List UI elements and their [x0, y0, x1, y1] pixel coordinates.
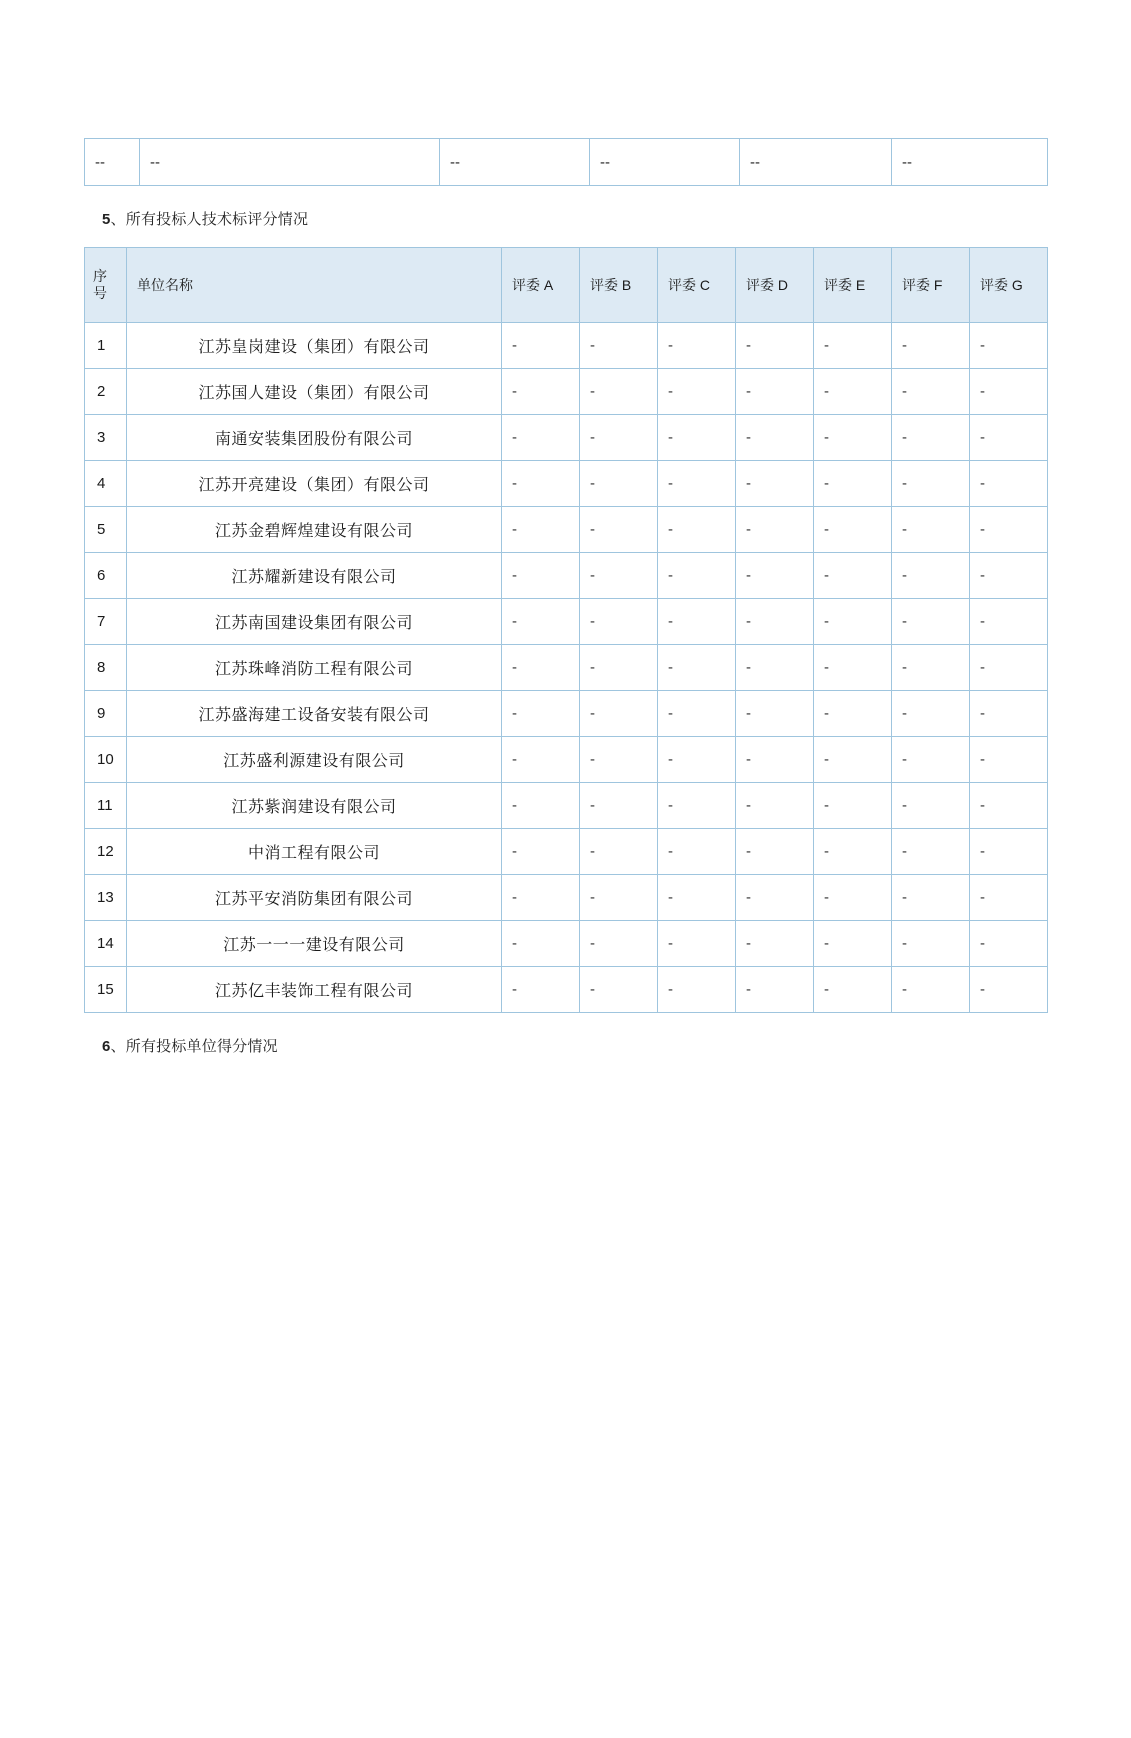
row-index: 13	[85, 875, 127, 921]
score-judge-b: -	[580, 921, 658, 967]
section-number-6: 6	[102, 1038, 111, 1055]
score-judge-a: -	[502, 461, 580, 507]
row-index: 14	[85, 921, 127, 967]
row-index: 11	[85, 783, 127, 829]
score-judge-f: -	[892, 829, 970, 875]
company-name: 江苏耀新建设有限公司	[127, 553, 502, 599]
score-judge-e: -	[814, 967, 892, 1013]
company-name: 江苏珠峰消防工程有限公司	[127, 645, 502, 691]
score-judge-f: -	[892, 737, 970, 783]
score-judge-d: -	[736, 553, 814, 599]
table-row	[85, 737, 1048, 783]
score-judge-g: -	[970, 691, 1048, 737]
score-judge-g: -	[970, 553, 1048, 599]
table-row	[85, 323, 1048, 369]
score-judge-b: -	[580, 369, 658, 415]
section-title-5: 、所有投标人技术标评分情况	[110, 211, 309, 228]
score-judge-a: -	[502, 921, 580, 967]
score-judge-f: -	[892, 507, 970, 553]
company-name: 江苏国人建设（集团）有限公司	[127, 369, 502, 415]
score-judge-a: -	[502, 829, 580, 875]
table-row	[85, 875, 1048, 921]
row-index: 12	[85, 829, 127, 875]
score-judge-g: -	[970, 829, 1048, 875]
score-judge-e: -	[814, 691, 892, 737]
score-judge-a: -	[502, 553, 580, 599]
table-row	[85, 507, 1048, 553]
column-header-judge-b: 评委 B	[580, 248, 658, 323]
score-judge-e: -	[814, 599, 892, 645]
table-row	[85, 645, 1048, 691]
score-judge-f: -	[892, 921, 970, 967]
score-judge-e: -	[814, 737, 892, 783]
score-judge-a: -	[502, 369, 580, 415]
score-judge-c: -	[658, 323, 736, 369]
company-name: 江苏盛利源建设有限公司	[127, 737, 502, 783]
table-row	[85, 139, 1048, 186]
score-judge-f: -	[892, 461, 970, 507]
score-judge-c: -	[658, 645, 736, 691]
column-header-judge-d: 评委 D	[736, 248, 814, 323]
score-judge-c: -	[658, 737, 736, 783]
fragment-cell-3: --	[440, 139, 590, 186]
score-judge-a: -	[502, 645, 580, 691]
score-judge-e: -	[814, 369, 892, 415]
column-header-judge-f: 评委 F	[892, 248, 970, 323]
table-row	[85, 415, 1048, 461]
document-page	[0, 138, 1131, 1738]
continued-table	[84, 138, 1048, 186]
score-judge-d: -	[736, 829, 814, 875]
company-name: 中消工程有限公司	[127, 829, 502, 875]
company-name: 江苏金碧辉煌建设有限公司	[127, 507, 502, 553]
score-judge-e: -	[814, 507, 892, 553]
company-name: 江苏紫润建设有限公司	[127, 783, 502, 829]
row-index: 6	[85, 553, 127, 599]
score-judge-e: -	[814, 323, 892, 369]
score-judge-g: -	[970, 737, 1048, 783]
score-judge-f: -	[892, 783, 970, 829]
score-judge-b: -	[580, 783, 658, 829]
score-judge-a: -	[502, 875, 580, 921]
table-row	[85, 369, 1048, 415]
score-judge-e: -	[814, 921, 892, 967]
score-judge-e: -	[814, 415, 892, 461]
score-judge-b: -	[580, 507, 658, 553]
column-header-index	[85, 248, 127, 323]
score-judge-g: -	[970, 599, 1048, 645]
score-judge-b: -	[580, 645, 658, 691]
score-judge-e: -	[814, 829, 892, 875]
score-judge-b: -	[580, 967, 658, 1013]
score-judge-f: -	[892, 875, 970, 921]
score-judge-c: -	[658, 967, 736, 1013]
row-index: 3	[85, 415, 127, 461]
score-judge-d: -	[736, 875, 814, 921]
score-judge-c: -	[658, 691, 736, 737]
table-row	[85, 921, 1048, 967]
score-judge-c: -	[658, 507, 736, 553]
score-judge-d: -	[736, 921, 814, 967]
company-name: 南通安装集团股份有限公司	[127, 415, 502, 461]
score-judge-f: -	[892, 645, 970, 691]
score-judge-f: -	[892, 967, 970, 1013]
score-judge-d: -	[736, 461, 814, 507]
company-name: 江苏亿丰装饰工程有限公司	[127, 967, 502, 1013]
score-judge-c: -	[658, 553, 736, 599]
score-judge-d: -	[736, 737, 814, 783]
score-judge-a: -	[502, 783, 580, 829]
score-judge-c: -	[658, 369, 736, 415]
score-judge-b: -	[580, 829, 658, 875]
column-header-judge-c: 评委 C	[658, 248, 736, 323]
column-header-judge-g: 评委 G	[970, 248, 1048, 323]
score-judge-f: -	[892, 415, 970, 461]
score-judge-b: -	[580, 461, 658, 507]
score-judge-d: -	[736, 645, 814, 691]
fragment-cell-6: --	[892, 139, 1048, 186]
technical-score-table	[84, 247, 1048, 1013]
row-index: 2	[85, 369, 127, 415]
fragment-cell-1: --	[85, 139, 140, 186]
score-judge-f: -	[892, 323, 970, 369]
score-judge-b: -	[580, 737, 658, 783]
company-name: 江苏皇岗建设（集团）有限公司	[127, 323, 502, 369]
score-judge-c: -	[658, 921, 736, 967]
score-judge-d: -	[736, 599, 814, 645]
score-judge-g: -	[970, 967, 1048, 1013]
score-judge-f: -	[892, 553, 970, 599]
column-header-index-line2: 号	[93, 285, 107, 301]
score-judge-e: -	[814, 875, 892, 921]
score-judge-b: -	[580, 691, 658, 737]
fragment-cell-2: --	[140, 139, 440, 186]
section-title-6: 、所有投标单位得分情况	[110, 1038, 278, 1055]
score-judge-d: -	[736, 323, 814, 369]
score-judge-g: -	[970, 507, 1048, 553]
score-judge-c: -	[658, 461, 736, 507]
row-index: 4	[85, 461, 127, 507]
score-judge-e: -	[814, 645, 892, 691]
score-judge-b: -	[580, 323, 658, 369]
score-judge-g: -	[970, 875, 1048, 921]
score-judge-d: -	[736, 783, 814, 829]
score-judge-a: -	[502, 691, 580, 737]
score-judge-e: -	[814, 553, 892, 599]
row-index: 1	[85, 323, 127, 369]
company-name: 江苏一一一建设有限公司	[127, 921, 502, 967]
fragment-cell-4: --	[590, 139, 740, 186]
section-number-5: 5	[102, 211, 111, 228]
column-header-judge-e: 评委 E	[814, 248, 892, 323]
company-name: 江苏平安消防集团有限公司	[127, 875, 502, 921]
score-judge-a: -	[502, 599, 580, 645]
row-index: 15	[85, 967, 127, 1013]
score-judge-a: -	[502, 415, 580, 461]
technical-score-table-body	[85, 323, 1048, 1013]
section-heading-6	[102, 1035, 1047, 1056]
score-judge-c: -	[658, 415, 736, 461]
score-judge-c: -	[658, 875, 736, 921]
score-judge-d: -	[736, 507, 814, 553]
score-judge-c: -	[658, 829, 736, 875]
company-name: 江苏南国建设集团有限公司	[127, 599, 502, 645]
score-judge-b: -	[580, 599, 658, 645]
score-judge-g: -	[970, 921, 1048, 967]
row-index: 8	[85, 645, 127, 691]
score-judge-c: -	[658, 599, 736, 645]
score-judge-d: -	[736, 967, 814, 1013]
company-name: 江苏盛海建工设备安装有限公司	[127, 691, 502, 737]
row-index: 10	[85, 737, 127, 783]
score-judge-c: -	[658, 783, 736, 829]
column-header-index-line1: 序	[93, 267, 107, 284]
table-row	[85, 599, 1048, 645]
row-index: 5	[85, 507, 127, 553]
score-judge-g: -	[970, 783, 1048, 829]
score-judge-e: -	[814, 783, 892, 829]
score-judge-b: -	[580, 415, 658, 461]
row-index: 9	[85, 691, 127, 737]
score-judge-e: -	[814, 461, 892, 507]
fragment-cell-5: --	[740, 139, 892, 186]
score-judge-d: -	[736, 415, 814, 461]
score-judge-b: -	[580, 875, 658, 921]
table-row	[85, 829, 1048, 875]
score-judge-g: -	[970, 645, 1048, 691]
table-row	[85, 783, 1048, 829]
table-row	[85, 967, 1048, 1013]
score-judge-a: -	[502, 737, 580, 783]
score-judge-a: -	[502, 967, 580, 1013]
score-judge-g: -	[970, 415, 1048, 461]
column-header-judge-a: 评委 A	[502, 248, 580, 323]
score-judge-f: -	[892, 369, 970, 415]
score-judge-d: -	[736, 691, 814, 737]
score-judge-f: -	[892, 599, 970, 645]
score-judge-d: -	[736, 369, 814, 415]
table-header-row	[85, 248, 1048, 323]
company-name: 江苏开亮建设（集团）有限公司	[127, 461, 502, 507]
score-judge-f: -	[892, 691, 970, 737]
section-heading-5	[102, 208, 1047, 229]
table-row	[85, 553, 1048, 599]
score-judge-g: -	[970, 323, 1048, 369]
score-judge-b: -	[580, 553, 658, 599]
score-judge-g: -	[970, 369, 1048, 415]
table-row	[85, 461, 1048, 507]
score-judge-a: -	[502, 323, 580, 369]
row-index: 7	[85, 599, 127, 645]
score-judge-a: -	[502, 507, 580, 553]
column-header-company-name: 单位名称	[127, 248, 502, 323]
score-judge-g: -	[970, 461, 1048, 507]
table-row	[85, 691, 1048, 737]
